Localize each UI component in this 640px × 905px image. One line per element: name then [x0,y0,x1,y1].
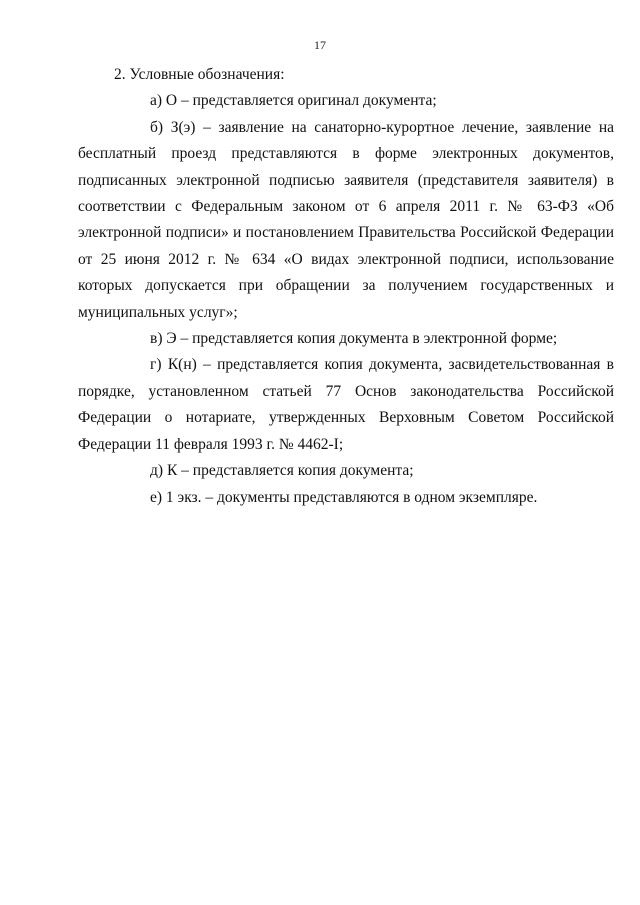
list-item-label: е) [150,488,163,506]
list-item-e [78,485,614,511]
list-item-d [78,458,614,484]
list-item-g [78,352,614,458]
list-item-label: а) [150,92,163,110]
list-item-label: г) [150,356,162,374]
list-item-label: д) [150,462,164,480]
list-item-label: в) [150,330,163,348]
list-item-text: З(э) – заявление на санаторно-курортное лечение, заявление на бесплатный проезд представляются в форме электронных документов, подписанных электронной подписью заявителя (представителя заявителя) в соответствии с Федеральным законом от 6 апреля 2011 г. № 63-ФЗ «Об электронной подписи» и постановлением Правительства Российской Федерации от 25 июня 2012 г. № 634 «О видах электронной подписи, использование которых допускается при обращении за получением государственных и муниципальных услуг»; [78,118,614,321]
list-item-b [78,115,614,326]
list-item-text: Э – представляется копия документа в электронной форме; [166,330,558,348]
document-body [78,62,614,511]
list-item-text: О – представляется оригинал документа; [165,92,437,110]
list-item-a [78,88,614,114]
list-item-label: б) [150,118,164,136]
list-item-v [78,326,614,352]
page-number: 17 [314,38,326,52]
section-heading [78,62,614,88]
section-heading-text: 2. Условные обозначения: [114,66,285,83]
list-item-text: 1 экз. – документы представляются в одном экземпляре. [165,488,538,506]
list-item-text: К – представляется копия документа; [166,462,414,480]
list-item-text: К(н) – представляется копия документа, засвидетельствованная в порядке, установленном статьей 77 Основ законодательства Российской Федерации о нотариате, утвержденных Верховным Советом Российской Федерации 11 февраля 1993 г. № 4462-I; [78,356,614,453]
